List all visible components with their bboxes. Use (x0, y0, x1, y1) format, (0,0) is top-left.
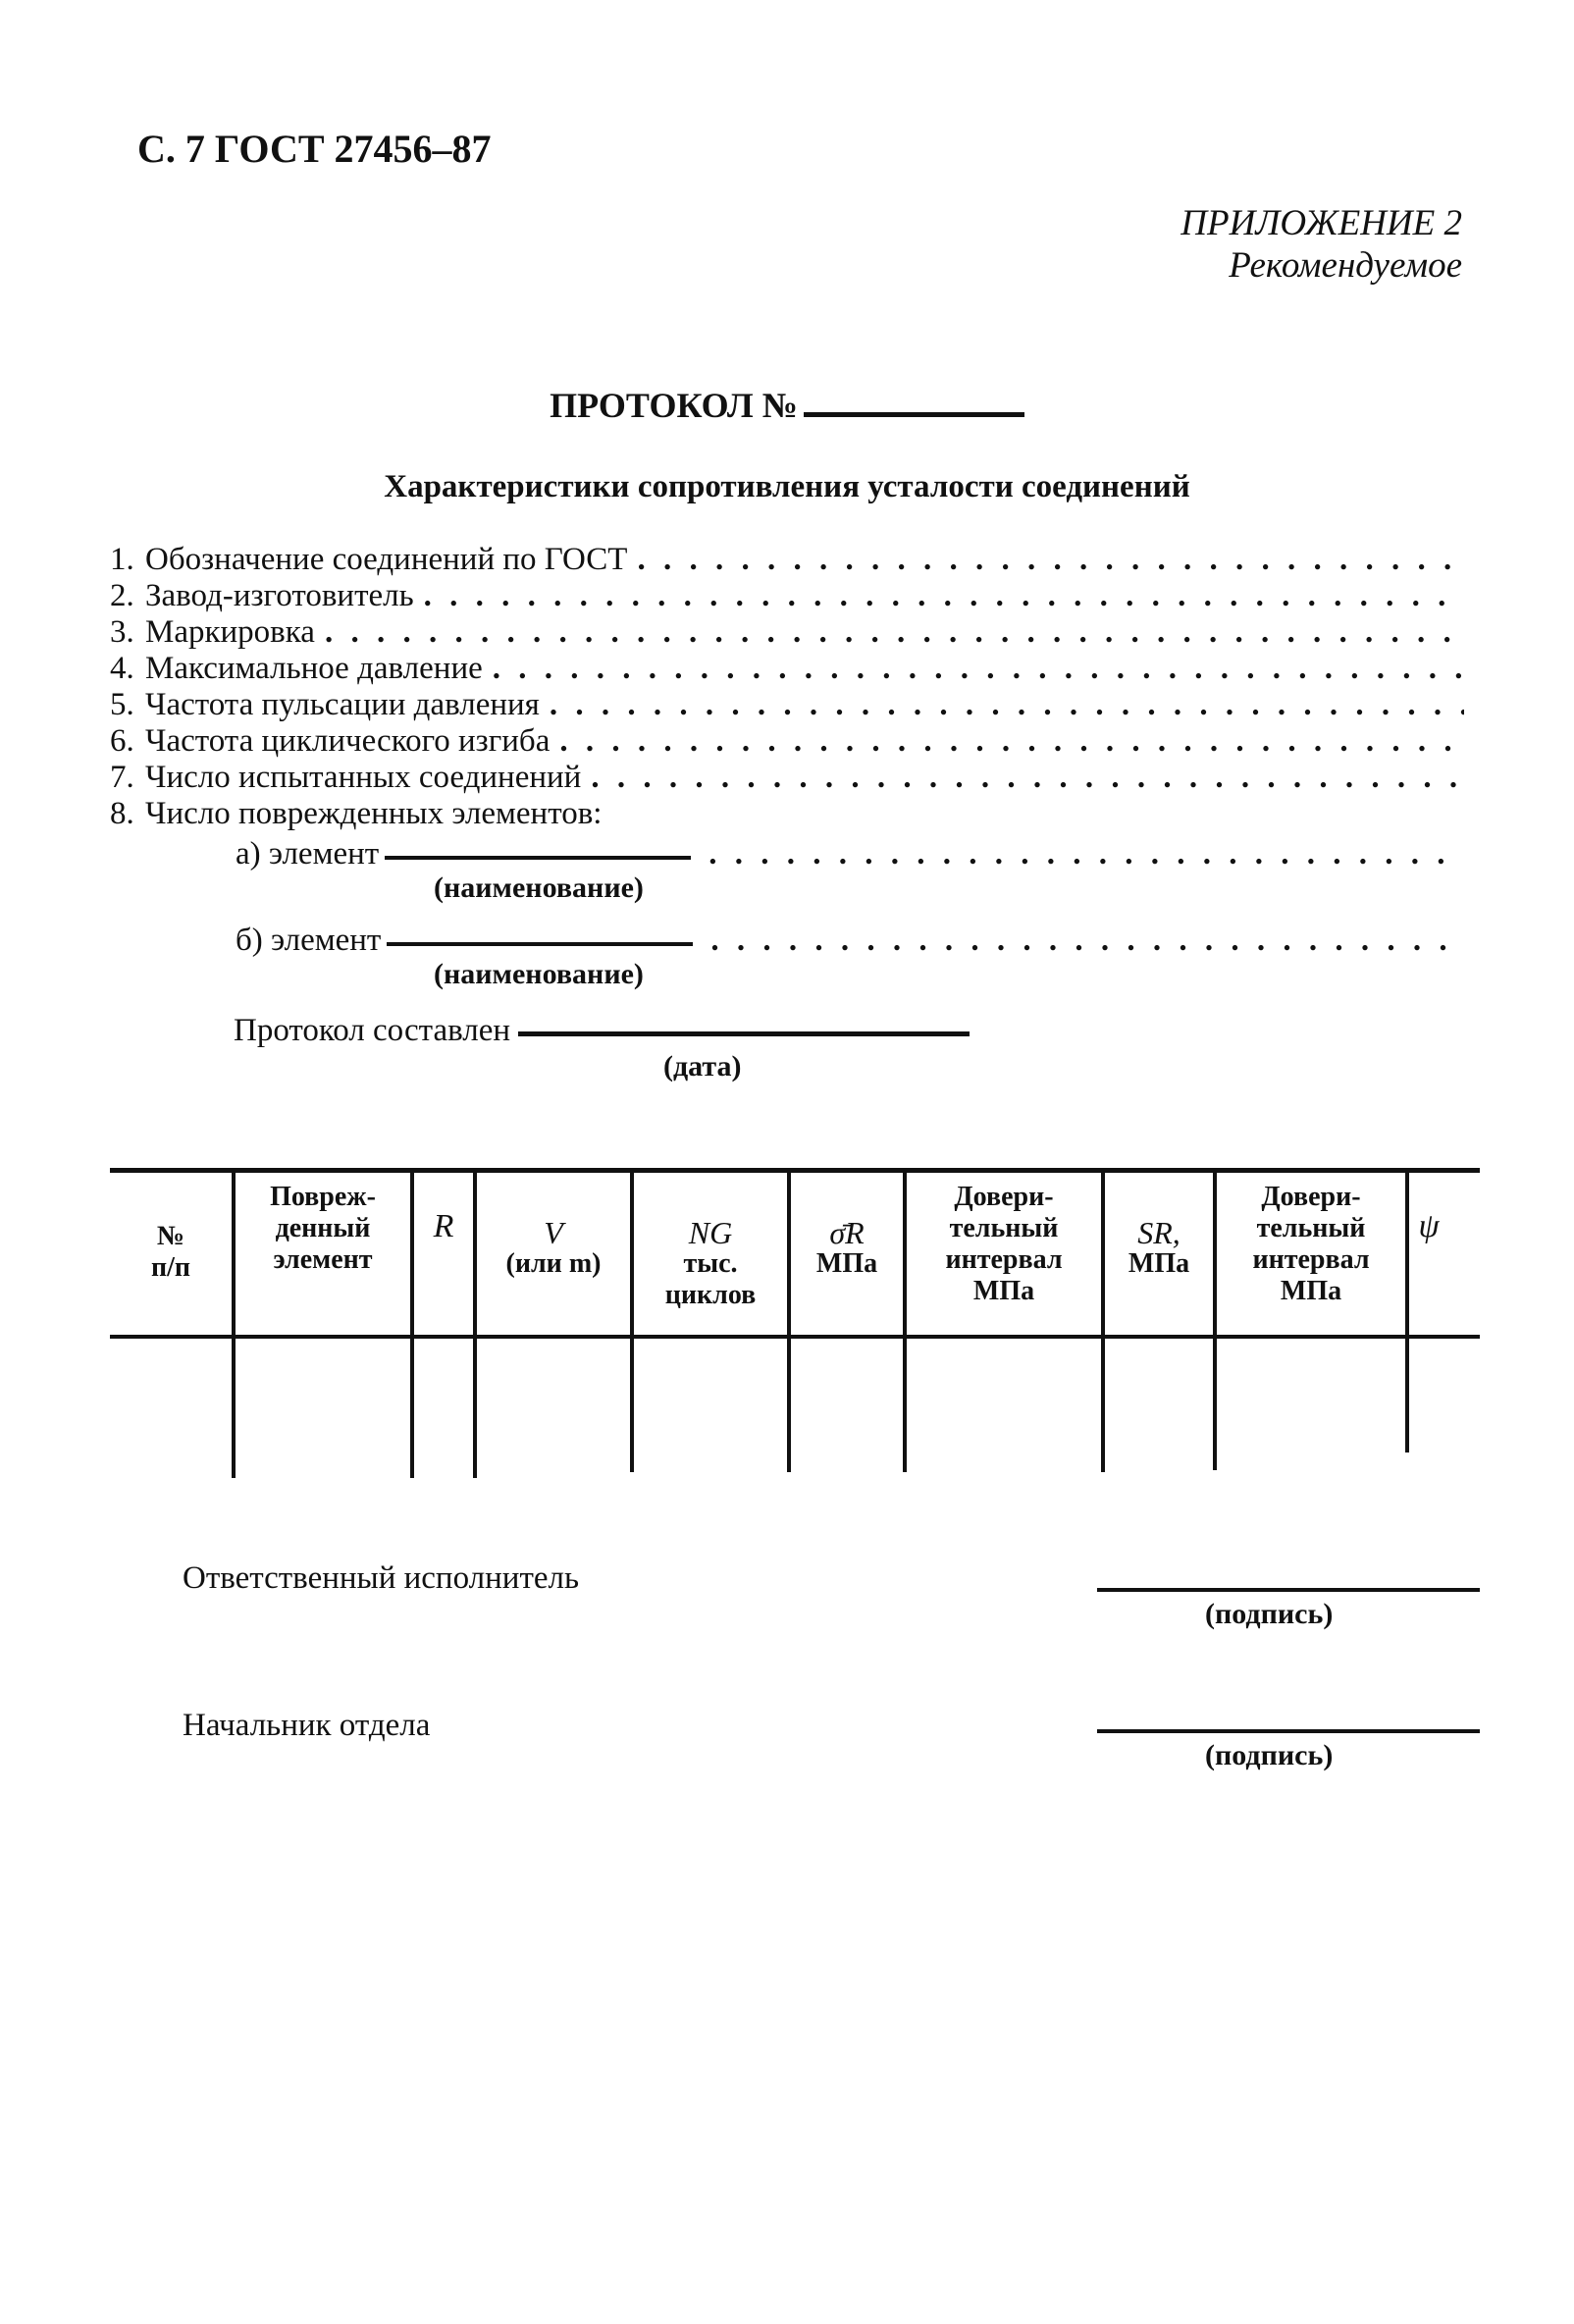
header-line: SR, (1137, 1215, 1180, 1250)
appendix-title: ПРИЛОЖЕНИЕ 2 (1180, 203, 1462, 243)
header-line: Довери- (1261, 1182, 1361, 1212)
form-item[interactable] (110, 651, 1464, 688)
header-line: Довери- (954, 1182, 1054, 1212)
header-line: тыс. (683, 1248, 738, 1279)
header-line: п/п (150, 1252, 191, 1283)
col-header-damaged-element (236, 1182, 410, 1276)
signature-caption: (подпись) (1205, 1598, 1334, 1630)
header-line: МПа (1280, 1276, 1342, 1306)
signature-label: Начальник отдела (183, 1708, 431, 1743)
form-item[interactable] (110, 760, 1464, 797)
sub-item-b[interactable] (236, 923, 1464, 959)
form-item[interactable] (110, 687, 1464, 724)
appendix-block (1180, 202, 1462, 287)
header-line: интервал (1252, 1244, 1370, 1275)
form-item (110, 796, 1464, 833)
header-line: циклов (664, 1280, 757, 1310)
protocol-title (0, 385, 1574, 426)
header-line: МПа (1128, 1248, 1190, 1279)
col-header-psi (1409, 1208, 1448, 1244)
header-line: элемент (273, 1244, 373, 1275)
sub-item-label: б) элемент (236, 923, 382, 958)
page-header: С. 7 ГОСТ 27456–87 (137, 127, 492, 171)
item-label: Число поврежденных элементов: (145, 796, 603, 831)
fill-dots (493, 651, 1464, 687)
form-item[interactable] (110, 614, 1464, 652)
item-label: Завод-изготовитель (145, 578, 414, 613)
header-line: МПа (815, 1248, 878, 1279)
protocol-composed[interactable] (234, 1013, 970, 1049)
col-header-confidence-1 (907, 1182, 1101, 1307)
results-table (110, 1168, 1480, 1478)
item-number: 2. (110, 578, 134, 613)
col-header-confidence-2 (1217, 1182, 1405, 1307)
table-top-rule (110, 1168, 1480, 1173)
item-number: 8. (110, 796, 134, 831)
date-blank[interactable] (518, 1031, 970, 1036)
item-number: 3. (110, 614, 134, 650)
column-divider (787, 1170, 791, 1472)
header-line: NG (688, 1215, 733, 1250)
header-line: R (433, 1208, 454, 1244)
item-label: Маркировка (145, 614, 315, 650)
protocol-subtitle: Характеристики сопротивления усталости соединений (384, 469, 1190, 504)
col-header-ng (634, 1217, 787, 1311)
signature-caption: (подпись) (1205, 1739, 1334, 1771)
fill-dots (708, 836, 1464, 872)
col-header-sigma (791, 1217, 903, 1280)
column-divider (1101, 1170, 1105, 1472)
header-line: (или m) (505, 1248, 602, 1279)
fill-dots (559, 723, 1464, 760)
col-header-r (414, 1208, 473, 1244)
protocol-number-blank[interactable] (804, 412, 1024, 417)
header-line: Повреж- (270, 1182, 376, 1212)
column-divider (630, 1170, 634, 1472)
item-number: 7. (110, 760, 134, 795)
col-header-number (110, 1221, 232, 1284)
col-header-sr (1105, 1217, 1213, 1280)
signature-line[interactable] (1097, 1588, 1480, 1592)
appendix-subtitle: Рекомендуемое (1229, 245, 1462, 286)
signature-label: Ответственный исполнитель (183, 1560, 580, 1596)
sub-item-a[interactable] (236, 836, 1464, 872)
fill-dots (550, 687, 1464, 723)
form-item[interactable] (110, 542, 1464, 579)
form-item[interactable] (110, 578, 1464, 615)
blank-caption: (наименование) (434, 958, 644, 990)
fill-dots (591, 760, 1464, 796)
fill-dots (710, 923, 1464, 959)
item-label: Обозначение соединений по ГОСТ (145, 542, 628, 577)
fill-dots (637, 542, 1464, 578)
header-line: V (544, 1215, 563, 1250)
header-line: ψ (1418, 1208, 1440, 1244)
header-line: № (156, 1221, 185, 1251)
header-line: σ̄R (829, 1215, 865, 1250)
header-line: тельный (949, 1213, 1059, 1243)
header-line: МПа (972, 1276, 1035, 1306)
item-label: Частота пульсации давления (145, 687, 540, 722)
element-name-blank[interactable] (385, 856, 691, 860)
sub-item-label: а) элемент (236, 836, 380, 872)
protocol-title-text: ПРОТОКОЛ № (550, 386, 798, 425)
element-name-blank[interactable] (387, 942, 693, 946)
col-header-v (477, 1217, 630, 1280)
item-label: Число испытанных соединений (145, 760, 582, 795)
table-header-rule (110, 1335, 1480, 1339)
date-caption: (дата) (663, 1050, 742, 1083)
header-line: денный (275, 1213, 371, 1243)
item-number: 5. (110, 687, 134, 722)
fill-dots (325, 614, 1464, 651)
header-line: интервал (945, 1244, 1063, 1275)
signature-line[interactable] (1097, 1729, 1480, 1733)
composed-label: Протокол составлен (234, 1013, 511, 1048)
item-number: 4. (110, 651, 134, 686)
item-number: 6. (110, 723, 134, 759)
fill-dots (424, 578, 1464, 614)
item-number: 1. (110, 542, 134, 577)
blank-caption: (наименование) (434, 872, 644, 904)
item-label: Частота циклического изгиба (145, 723, 551, 759)
form-item[interactable] (110, 723, 1464, 761)
item-label: Максимальное давление (145, 651, 483, 686)
header-line: тельный (1256, 1213, 1366, 1243)
